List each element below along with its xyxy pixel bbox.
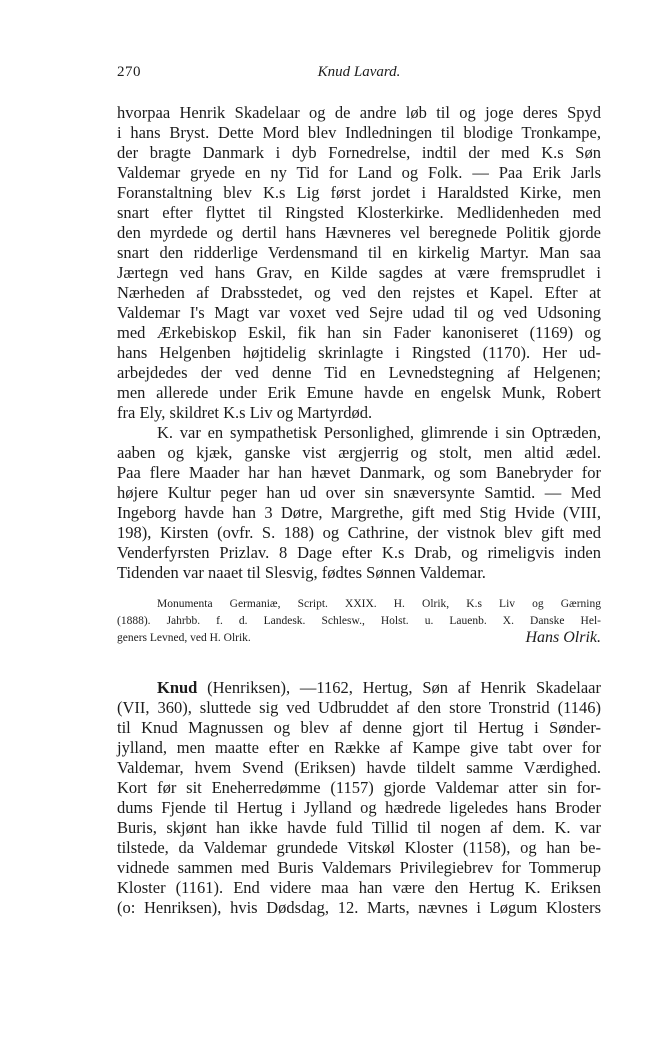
text-line: Tidenden var naaet til Slesvig, fødtes Sønnen Valdemar.	[117, 563, 486, 582]
text-line: jylland, men maatte efter en Række af Kampe give tabt over for	[117, 738, 601, 757]
text-line: Nærheden af Drabsstedet, og ved den rejstes et Kapel. Efter at	[117, 283, 601, 302]
text-line: Venderfyrsten Prizlav. 8 Dage efter K.s Drab, og rimeligvis inden	[117, 543, 601, 562]
text-line: højere Kultur peger han ud over sin snæversynte Samtid. — Med	[117, 483, 601, 502]
text-line: (o: Henriksen), hvis Dødsdag, 12. Marts, nævnes i Løgum Klosters	[117, 898, 601, 917]
text-line: med Ærkebiskop Eskil, fik han sin Fader kanoniseret (1169) og	[117, 323, 601, 342]
text-line: Valdemar gryede en ny Tid for Land og Folk. — Paa Erik Jarls	[117, 163, 601, 182]
author-signature: Hans Olrik.	[525, 629, 601, 646]
reference-line: Monumenta Germaniæ, Script. XXIX. H. Olrik, K.s Liv og Gærning	[157, 598, 601, 610]
text-line: dums Fjende til Hertug i Jylland og hædrede ligeledes hans Broder	[117, 798, 601, 817]
text-line: hans Helgenben højtidelig skrinlagte i Ringsted (1170). Her ud-	[117, 343, 601, 362]
text-line: 198), Kirsten (ovfr. S. 188) og Cathrine, der vistnok blev gift med	[117, 523, 601, 542]
reference-line: (1888). Jahrbb. f. d. Landesk. Schlesw., Holst. u. Lauenb. X. Danske Hel-	[117, 615, 601, 627]
reference-last-line	[117, 630, 601, 647]
text-line: arbejdedes der ved denne Tid en Levnedstegning af Helgenen;	[117, 363, 601, 382]
page-header	[117, 64, 601, 86]
text-fragment: (Henriksen), —1162, Hertug, Søn af Henrik Skadelaar	[197, 678, 601, 697]
text-line-first	[117, 678, 601, 698]
text-line: der bragte Danmark i dyb Fornedrelse, indtil der med K.s Søn	[117, 143, 601, 162]
text-line: vidnede sammen med Buris Valdemars Privilegiebrev for Tommerup	[117, 858, 601, 877]
text-line: Buris, skjønt han ikke havde fuld Tillid til nogen af dem. K. var	[117, 818, 601, 837]
text-line: Valdemar, hvem Svend (Eriksen) havde tildelt samme Værdighed.	[117, 758, 601, 777]
text-line: fra Ely, skildret K.s Liv og Martyrdød.	[117, 403, 373, 422]
text-line: (VII, 360), sluttede sig ved Udbruddet af den store Tronstrid (1146)	[117, 698, 601, 717]
text-line: snart den ridderlige Verdensmand til en kirkelig Martyr. Man saa	[117, 243, 601, 262]
text-line: i hans Bryst. Dette Mord blev Indledningen til blodige Tronkampe,	[117, 123, 601, 142]
text-line: Jærtegn ved hans Grav, en Kilde sagdes at være fremsprudlet i	[117, 263, 601, 282]
text-line: Foranstaltning blev K.s Lig først jordet i Haraldsted Kirke, men	[117, 183, 601, 202]
text-line: Kort før sit Eneherredømme (1157) gjorde Valdemar atter sin for-	[117, 778, 601, 797]
article-knud-lavard-continuation	[117, 103, 601, 583]
references	[117, 596, 601, 647]
text-line: Ingeborg havde han 3 Døtre, Margrethe, gift med Stig Hvide (VIII,	[117, 503, 601, 522]
text-line: K. var en sympathetisk Personlighed, glimrende i sin Optræden,	[157, 423, 601, 442]
text-line: men allerede under Erik Emune havde en engelsk Munk, Robert	[117, 383, 601, 402]
text-line: tilstede, da Valdemar grundede Vitskøl Kloster (1158), og han be-	[117, 838, 601, 857]
reference-line: geners Levned, ved H. Olrik.	[117, 632, 251, 644]
text-line: Valdemar I's Magt var voxet ved Sejre udad til og ved Udsoning	[117, 303, 601, 322]
text-line: til Knud Magnussen og blev af denne gjort til Hertug i Sønder-	[117, 718, 601, 737]
text-line: den myrdede og dertil hans Hævneres vel beregnede Politik gjorde	[117, 223, 601, 242]
text-line: aaben og kjæk, ganske vist ærgjerrig og stolt, men altid ædel.	[117, 443, 601, 462]
running-title: Knud Lavard.	[317, 64, 401, 80]
text-line: Kloster (1161). End videre maa han være den Hertug K. Eriksen	[117, 878, 601, 897]
text-line: hvorpaa Henrik Skadelaar og de andre løb til og joge deres Spyd	[117, 103, 601, 122]
text-line: snart efter flyttet til Ringsted Klosterkirke. Medlidenheden med	[117, 203, 601, 222]
article-knud-henriksen	[117, 678, 601, 918]
entry-headword: Knud	[157, 678, 198, 697]
text-line: Paa flere Maader har han hævet Danmark, og som Banebryder for	[117, 463, 601, 482]
page-number: 270	[117, 64, 141, 80]
